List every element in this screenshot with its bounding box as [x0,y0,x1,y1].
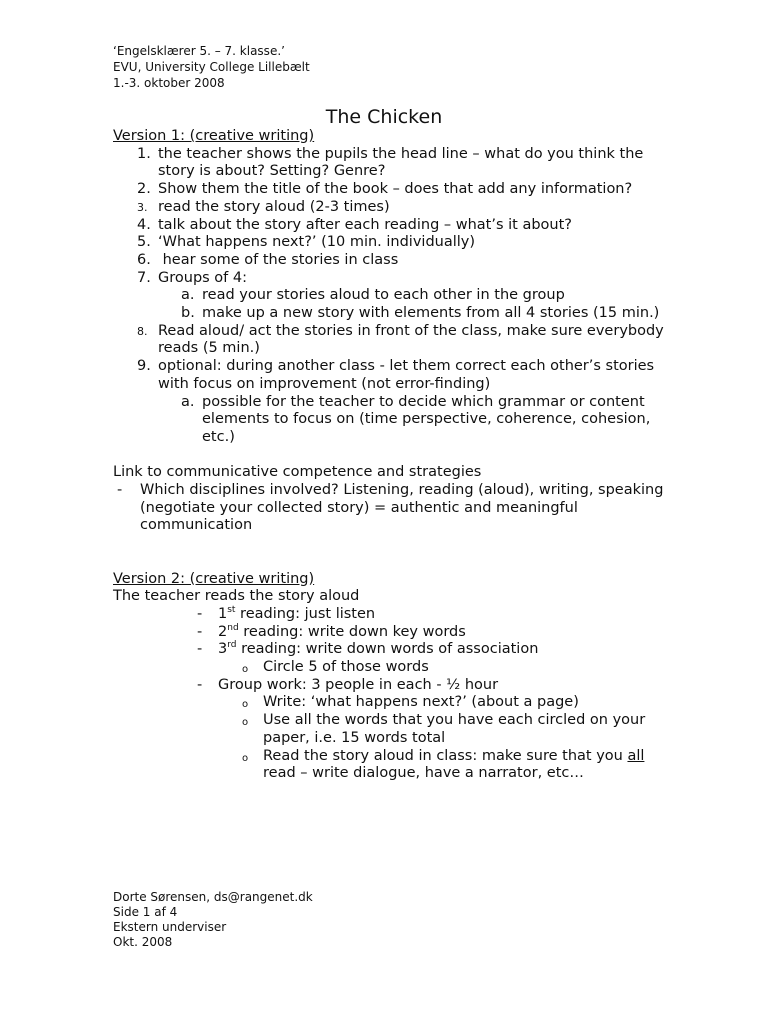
bullet-item: o Circle 5 of those words [242,659,429,676]
sub-list-item: b. make up a new story with elements from all 4 stories (15 min.) [181,305,660,322]
list-item: 2. Show them the title of the book – does that add any information? [137,181,633,198]
document-footer [113,890,313,950]
list-item: - Which disciplines involved? Listening, reading (aloud), writing, speaking (negotiate your collected story) = authentic and meaningful communication [117,482,664,534]
list-item: - 2nd reading: write down key words [197,622,466,640]
version2-heading: Version 2: (creative writing) [113,570,315,587]
list-item: 5. ‘What happens next?’ (10 min. individually) [137,234,476,251]
list-item: - 1st reading: just listen [197,605,376,622]
page-title: The Chicken [325,106,443,128]
bullet-item: o Use all the words that you have each circled on your paper, i.e. 15 words total [242,712,646,746]
list-item: 8. Read aloud/ act the stories in front of the class, make sure everybody reads (5 min.) [137,322,664,357]
bullet-item: o Read the story aloud in class: make sure that you all read – write dialogue, have a narrator, etc… [242,747,650,782]
list-item: - 3rd reading: write down words of association [197,640,539,658]
footer-date: Okt. 2008 [113,935,173,949]
list-item: 4. talk about the story after each reading – what’s it about? [137,216,573,233]
header-institution: EVU, University College Lillebælt [113,60,310,74]
header-dates: 1.-3. oktober 2008 [113,76,225,90]
list-item: 1. the teacher shows the pupils the head line – what do you think the story is about? Setting? Genre? [137,145,644,180]
footer-author: Dorte Sørensen, ds@rangenet.dk [113,890,313,904]
list-item: - Group work: 3 people in each - ½ hour [197,676,499,693]
version2-intro: The teacher reads the story aloud [113,588,360,605]
list-item: 3. read the story aloud (2-3 times) [137,198,390,215]
list-item: 6. hear some of the stories in class [137,251,399,268]
link-heading: Link to communicative competence and strategies [113,464,482,481]
sub-list-item: a. possible for the teacher to decide which grammar or content elements to focus on (time perspective, coherence, cohesion, etc.) [181,393,651,445]
document-body [113,128,673,783]
footer-role: Ekstern underviser [113,920,227,934]
version1-heading: Version 1: (creative writing) [113,128,315,144]
header-course: ‘Engelsklærer 5. – 7. klasse.’ [113,44,285,58]
bullet-item: o Write: ‘what happens next?’ (about a page) [242,694,579,711]
document-header [113,43,310,91]
list-item: 7. Groups of 4: [137,269,248,286]
sub-list-item: a. read your stories aloud to each other in the group [181,287,565,304]
footer-page-number: Side 1 af 4 [113,905,178,919]
list-item: 9. optional: during another class - let them correct each other’s stories with focus on improvement (not error-finding) [137,358,655,392]
